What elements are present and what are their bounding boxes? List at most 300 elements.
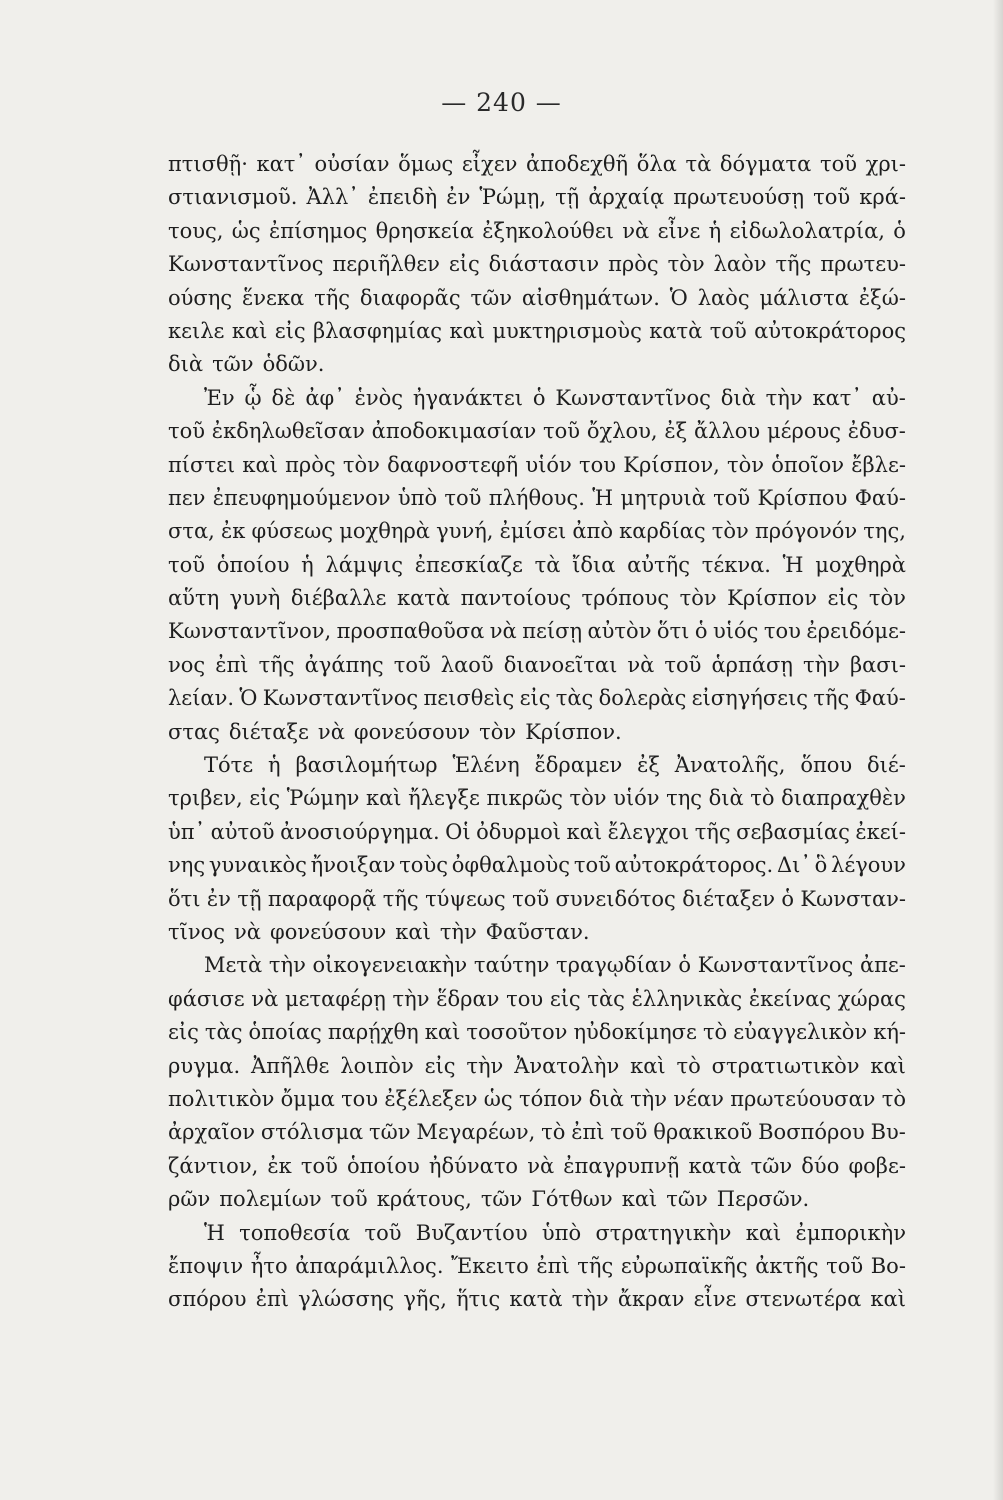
word: ζάντιον, (168, 1153, 259, 1178)
word: κρά- (859, 185, 906, 210)
word: λαοῦ (440, 652, 494, 677)
word: πρὸς (608, 252, 659, 277)
word: κή- (873, 1020, 906, 1045)
word: τῆς (694, 819, 731, 844)
word: καὶ (870, 1287, 906, 1312)
word: τὴν (439, 919, 477, 944)
word: ἀφ᾽ (305, 385, 345, 410)
word: κράτους, (376, 1187, 472, 1212)
word: ἀποδεχθῆ (525, 152, 629, 176)
word: τοσοῦτον (466, 1020, 568, 1045)
word: λαὸς (697, 285, 750, 310)
word: ὅλα (636, 152, 677, 176)
word: αὕτη (168, 586, 220, 611)
word: τὸν (479, 719, 517, 744)
word: μοχθηρὰ (815, 552, 906, 577)
word: νὰ (234, 919, 261, 944)
word: διανοεῖται (503, 652, 618, 677)
word: μεταφέρῃ (285, 986, 386, 1011)
word: οἰκογενειακὴν (312, 953, 468, 978)
word: τῆς (775, 252, 812, 277)
word: Φαῦσταν. (485, 919, 590, 944)
word: ἤνοιξαν (310, 853, 396, 878)
word: βασιλομήτωρ (295, 753, 438, 778)
word: εἰς (448, 252, 480, 277)
text-line (168, 1083, 906, 1116)
text-line (168, 415, 906, 448)
word: εἶνε (657, 218, 701, 243)
word: Κωνσταντῖνον, (168, 619, 332, 644)
word: λοιπὸν (340, 1053, 414, 1078)
word: τῶν (480, 1187, 523, 1212)
word: τῶν (750, 1153, 793, 1178)
word: ἐξώ- (858, 285, 906, 310)
word: στα, (168, 519, 215, 544)
text-line (168, 983, 906, 1016)
word: τῆς (577, 1253, 614, 1278)
word: Κρίσπον, (623, 452, 720, 477)
word: αὐτὸν (587, 619, 652, 644)
word: τῆς (382, 886, 419, 911)
word: ὅμως (398, 152, 454, 176)
text-line (168, 1050, 906, 1083)
word: τῇ (555, 185, 580, 210)
word: Ἔκειτο (451, 1253, 529, 1278)
word: ἐδυσ- (847, 419, 906, 444)
word: ὡς (483, 1086, 513, 1111)
text-line (168, 382, 906, 415)
word: τὴν (765, 385, 803, 410)
word: τὰς (555, 686, 594, 711)
word: στρατηγικὴν (595, 1220, 732, 1245)
text-line (168, 215, 906, 248)
word: τους, (168, 218, 224, 243)
word: Ἀλλ᾽ (306, 185, 359, 210)
word: ἐξηκολούθει (482, 218, 614, 243)
word: δύο (801, 1153, 840, 1178)
word: ἀγάπης (304, 652, 384, 677)
text-line (168, 148, 906, 181)
word: ὡς (231, 218, 261, 243)
page-number: — 240 — (441, 88, 562, 117)
word: ἐκδηλωθεῖσαν (211, 419, 365, 444)
word: καὶ (449, 318, 485, 343)
word: κειλε (168, 318, 225, 343)
word: λείαν. (168, 686, 235, 711)
word: Κωνσταντῖνος (555, 385, 711, 410)
word: καὶ (566, 819, 603, 844)
word: Ῥώμῃ, (479, 185, 547, 210)
word: τὰ (534, 552, 561, 577)
word: τοῦ (826, 1253, 864, 1278)
word: αἰσθημάτων. (521, 285, 660, 310)
word: διὰ (720, 385, 756, 410)
word: ἔβλε- (851, 452, 906, 477)
word: τοποθεσία (239, 1220, 351, 1245)
word: συνειδότος (555, 886, 676, 911)
word: τοῦ (300, 1153, 338, 1178)
word: οὐσίαν (314, 152, 390, 176)
word: τῶν (369, 1120, 411, 1145)
word: τὸ (881, 1086, 906, 1111)
word: ἐμίσει (499, 519, 567, 544)
word: εἰς (519, 686, 551, 711)
word: τρόπους (581, 586, 670, 611)
text-line (168, 615, 906, 648)
word: ὀδυρμοὶ (476, 819, 562, 844)
word: φάσισε (168, 986, 245, 1011)
word: διέβαλλε (290, 586, 387, 611)
text-line (168, 549, 906, 582)
word: ὀφθαλμοὺς (451, 853, 571, 878)
text-line (168, 582, 906, 615)
word: εἰς (827, 586, 859, 611)
word: ἀκτῆς (755, 1253, 819, 1278)
word: τὸν (727, 452, 765, 477)
word: ἐκ (267, 1153, 292, 1178)
word: κατὰ (396, 586, 451, 611)
word: ἐν (206, 886, 231, 911)
word: καρδίας (619, 519, 706, 544)
word: ἠδύνατο (428, 1153, 519, 1178)
word: γυνὴ (229, 586, 281, 611)
word: τὴν (802, 652, 840, 677)
word: του (579, 452, 617, 477)
word: νὰ (527, 1153, 555, 1178)
word: τὸ (750, 786, 775, 811)
word: του (341, 1086, 379, 1111)
word: τὸν (679, 586, 717, 611)
word: ὁ (532, 385, 546, 410)
word: τοῦ (393, 652, 431, 677)
word: Οἱ (445, 819, 471, 844)
word: τὰς (204, 1020, 243, 1045)
word: διὰ (168, 352, 204, 377)
word: Κωνσταν- (800, 886, 906, 911)
word: τὸ (676, 1053, 701, 1078)
word: τὸ (702, 1020, 728, 1045)
word: στας (168, 719, 220, 744)
word: τὴν (571, 1287, 609, 1312)
word: τὴν (630, 1086, 668, 1111)
word: κατὰ (688, 1153, 742, 1178)
text-line (168, 682, 906, 715)
text-line (168, 1183, 906, 1216)
word: τὸν (342, 452, 380, 477)
word: ὁ (781, 886, 795, 911)
word: καὶ (366, 786, 402, 811)
word: δόγματα (719, 152, 812, 176)
word: πικρῶς (486, 786, 563, 811)
word: ἐν (446, 185, 471, 210)
word: πρόγονόν (754, 519, 858, 544)
word: ἕνεκα (241, 285, 305, 310)
word: στόλισμα (260, 1120, 364, 1145)
page-edge-shadow (993, 0, 1003, 1500)
word: γῆς, (403, 1287, 447, 1312)
word: καὶ (231, 318, 268, 343)
word: πείσῃ (522, 619, 583, 644)
word: ἀπαράμιλλος. (295, 1253, 444, 1278)
word: ἀνοσιούργημα. (280, 819, 440, 844)
word: καὶ (621, 1187, 658, 1212)
word: λαὸν (713, 252, 767, 277)
text-line (168, 1250, 906, 1283)
word: ἥτις (456, 1287, 501, 1312)
word: ὑπὸ (541, 1220, 582, 1245)
word: μυκτηρισμοὺς (492, 318, 642, 343)
word: τῶν (666, 1187, 708, 1212)
word: βλασφημίας (312, 318, 443, 343)
word: πεν (168, 485, 206, 510)
word: ἐπὶ (215, 652, 249, 677)
word: αὐτῆς (627, 552, 691, 577)
word: πρωτευούσῃ (673, 185, 805, 210)
word: τοῦ (512, 886, 550, 911)
word: πολεμίων (219, 1187, 322, 1212)
word: γλώσσης (298, 1287, 395, 1312)
word: τέκνα. (701, 552, 771, 577)
word: Ἀπῆλθε (251, 1053, 330, 1078)
word: ᾧ (244, 385, 262, 410)
text-line (168, 1016, 906, 1049)
word: διέταξεν (682, 886, 775, 911)
word: εἰσηγήσεις (691, 686, 809, 711)
word: ὃ (814, 853, 828, 878)
word: ἡ (301, 552, 314, 577)
word: ὁποίου (216, 552, 290, 577)
text-line (168, 1283, 906, 1316)
word: ἐπὶ (536, 1253, 570, 1278)
word: Κρίσπον (727, 586, 817, 611)
word: ἐπίσημος (269, 218, 368, 243)
word: τοῦ (709, 318, 747, 343)
word: ρῶν (168, 1187, 211, 1212)
word: νέαν (673, 1086, 724, 1111)
word: φύσεως (251, 519, 334, 544)
word: πεισθεὶς (423, 686, 515, 711)
word: πρὸς (285, 452, 336, 477)
text-line (168, 482, 906, 515)
word: ἐκ (220, 519, 246, 544)
word: Μεγαρέων, (416, 1120, 536, 1145)
word: φονεύσουν (353, 719, 471, 744)
word: νὰ (489, 619, 517, 644)
word: δολερὰς (598, 686, 687, 711)
word: ἕδραν (436, 986, 500, 1011)
text-line (168, 782, 906, 815)
word: εἰς (549, 986, 581, 1011)
word: τοῦ (610, 1120, 648, 1145)
word: νὰ (251, 986, 279, 1011)
word: ὄχλου, (586, 419, 658, 444)
word: ὁ (694, 619, 708, 644)
text-line (168, 1150, 906, 1183)
word: πολιτικὸν (168, 1086, 275, 1111)
word: εἶχεν (461, 152, 518, 176)
word: εἰς (249, 786, 281, 811)
word: ἀποδοκιμασίαν (371, 419, 537, 444)
word: Βοσπόρου (758, 1120, 865, 1145)
word: πίστει (168, 452, 236, 477)
word: τοῦ (444, 485, 482, 510)
word: Φαύ- (854, 485, 906, 510)
word: ἐκείνας (748, 986, 832, 1011)
word: παραφορᾷ (267, 886, 377, 911)
word: διέ- (867, 753, 906, 778)
word: φοβε- (848, 1153, 906, 1178)
word: Κωνσταντῖνος (168, 252, 324, 277)
word: Ἀνατολὴν (514, 1053, 620, 1078)
word: ἠγανάκτει (412, 385, 523, 410)
word: καὶ (424, 1020, 461, 1045)
text-line (168, 449, 906, 482)
text-line (168, 181, 906, 214)
word: τοῦ (364, 1220, 402, 1245)
word: τὸ (541, 1120, 566, 1145)
word: τῶν (212, 352, 254, 377)
word: δαφνοστεφῆ (387, 452, 519, 477)
word: καὶ (630, 1053, 666, 1078)
word: μοχθηρὰ (339, 519, 430, 544)
word: Ἡ (204, 1220, 225, 1245)
word: χώρας (837, 986, 906, 1011)
word: ταύτην (473, 953, 550, 978)
word: κατὰ (509, 1287, 563, 1312)
word: ἀπὸ (572, 519, 614, 544)
word: Ἡ (592, 485, 614, 510)
word: μέρους (766, 419, 842, 444)
word: τὰς (587, 986, 625, 1011)
text-line (168, 749, 906, 782)
text-line (168, 1217, 906, 1250)
word: Κωνσταντῖνος (697, 953, 854, 978)
word: υἱός (712, 619, 759, 644)
text-line (168, 348, 906, 381)
word: γυναικὸς (208, 853, 307, 878)
word: εὐρωπαϊκῆς (620, 1253, 748, 1278)
word: ὁποίου (347, 1153, 420, 1178)
word: φονεύσουν (269, 919, 387, 944)
text-line (168, 515, 906, 548)
word: ἐπὶ (571, 1120, 605, 1145)
word: υἱόν (525, 452, 572, 477)
word: Γότθων (531, 1187, 613, 1212)
word: ἐρειδόμε- (806, 619, 906, 644)
word: ὁποῖον (771, 452, 844, 477)
word: στρατιωτικὸν (711, 1053, 860, 1078)
word: νος (168, 652, 206, 677)
word: ἑνὸς (354, 385, 404, 410)
word: ὅπου (800, 753, 853, 778)
word: τὴν (392, 986, 430, 1011)
text-line (168, 248, 906, 281)
word: ρυγμα. (168, 1053, 241, 1078)
word: τοῦ (168, 419, 206, 444)
text-line (168, 916, 906, 949)
word: διὰ (588, 1086, 624, 1111)
word: ὁ (678, 953, 692, 978)
word: ἔποψιν (168, 1253, 244, 1278)
word: ἦτο (250, 1253, 288, 1278)
word: Ἑλένη (452, 753, 520, 778)
word: ἐπεσκίαζε (414, 552, 523, 577)
word: πρωτευ- (820, 252, 906, 277)
word: διάστασιν (488, 252, 600, 277)
word: ἐξ (664, 419, 688, 444)
word: εὐαγγελικὸν (733, 1020, 868, 1045)
word: τοῦ (168, 552, 206, 577)
word: εἰς (424, 1053, 456, 1078)
word: καὶ (745, 1220, 782, 1245)
word: τοὺς (399, 853, 448, 878)
word: αὐτοῦ (210, 819, 275, 844)
word: παρῄχθη (327, 1020, 419, 1045)
word: Περσῶν. (716, 1187, 810, 1212)
word: παντοίους (460, 586, 571, 611)
word: θρακικοῦ (653, 1120, 753, 1145)
word: ἑλληνικὰς (631, 986, 743, 1011)
word: πτισθῇ· (168, 152, 248, 176)
word: ηὐδοκίμησε (573, 1020, 697, 1045)
word: ἐξ (637, 753, 660, 778)
word: εἰδωλολατρία, (729, 218, 885, 243)
text-line (168, 315, 906, 348)
word: εἰς (274, 318, 306, 343)
word: τῆς (314, 285, 351, 310)
word: τραγῳδίαν (556, 953, 672, 978)
word: κατ᾽ (256, 152, 306, 176)
word: διέταξε (228, 719, 309, 744)
word: νὰ (627, 652, 655, 677)
word: τὸν (569, 786, 607, 811)
word: Μετὰ (204, 953, 263, 978)
word: ἐπαγρυπνῇ (563, 1153, 680, 1178)
word: ἴδια (572, 552, 616, 577)
word: ὑπ᾽ (168, 819, 206, 844)
word: νὰ (317, 719, 345, 744)
word: ἀρχαίᾳ (588, 185, 665, 210)
word: αὐτοκράτορος (754, 318, 906, 343)
word: ὁ (893, 218, 906, 243)
word: τοῦ (819, 152, 857, 176)
body-text (168, 148, 906, 1317)
word: ὁποίας (248, 1020, 322, 1045)
word: τῆς (258, 652, 295, 677)
word: εἰς (168, 1020, 199, 1045)
word: λάμψις (325, 552, 404, 577)
word: μάλιστα (759, 285, 849, 310)
word: ἐπευφημούμενον (212, 485, 391, 510)
word: πρωτεύουσαν (730, 1086, 876, 1111)
word: τῖνος (168, 919, 226, 944)
text-line (168, 849, 906, 882)
word: διαπραχθὲν (781, 786, 906, 811)
word: κατὰ (649, 318, 703, 343)
word: της (666, 786, 703, 811)
word: αὐτοκράτορος. (614, 853, 774, 878)
word: περιῆλθεν (332, 252, 440, 277)
word: βασι- (849, 652, 906, 677)
word: Ἀνατολῆς, (674, 753, 786, 778)
word: σεβασμίας (736, 819, 850, 844)
word: τοῦ (330, 1187, 368, 1212)
text-line (168, 649, 906, 682)
word: Δι᾽ (776, 853, 811, 878)
word: Ἐν (204, 385, 235, 410)
word: υἱόν (613, 786, 660, 811)
word: Φαύ- (854, 686, 906, 711)
